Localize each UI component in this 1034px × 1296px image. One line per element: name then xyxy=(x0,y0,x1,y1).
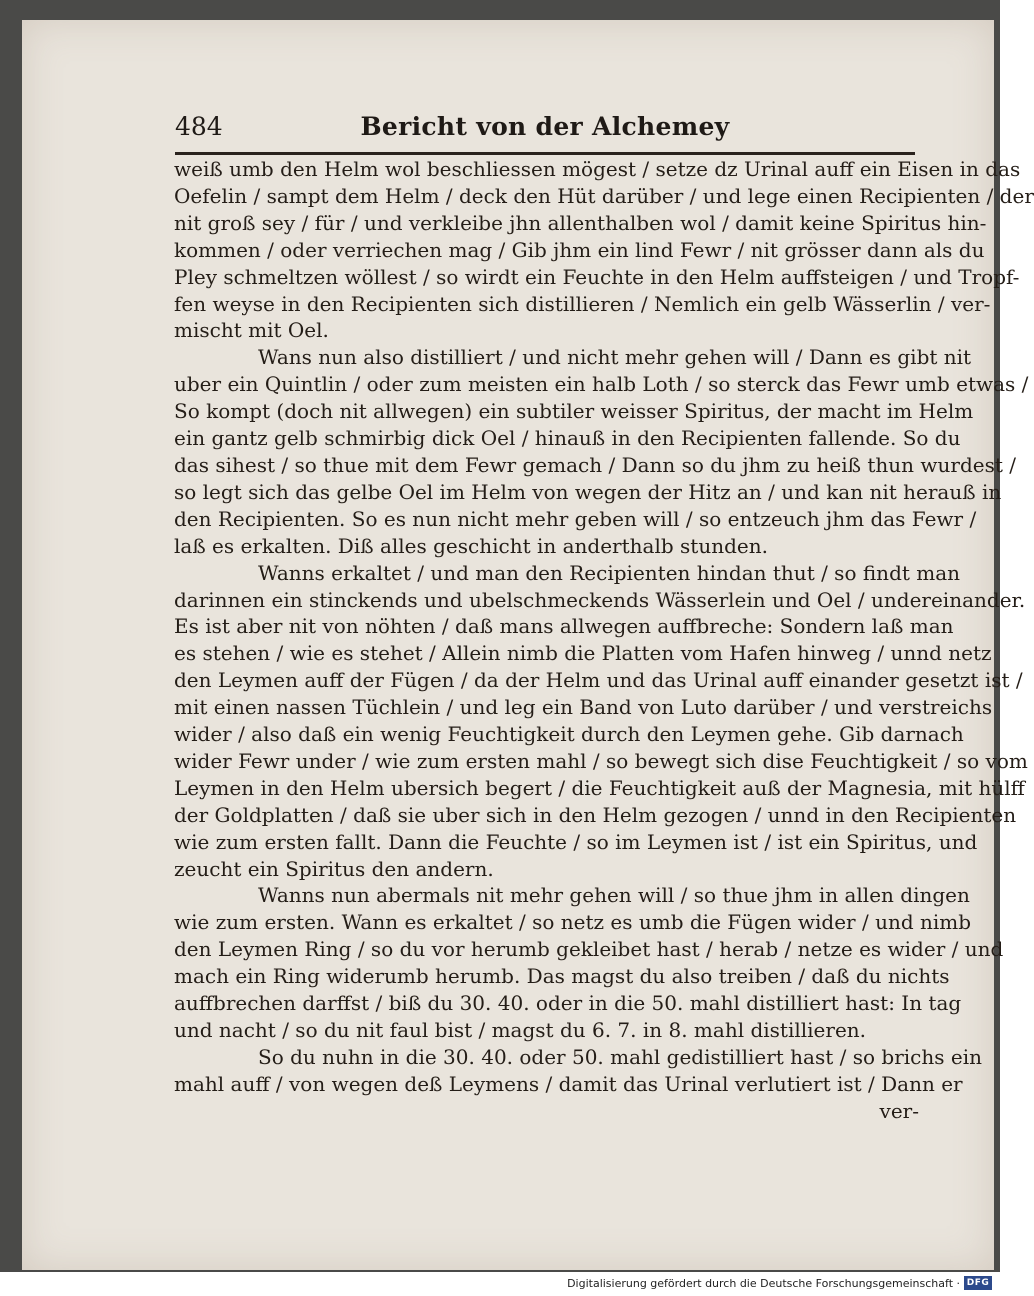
text-line: Leymen in den Helm ubersich begert / die Feuchtigkeit auß der Magnesia, mit hülff xyxy=(174,775,1025,800)
text-line: so legt sich das gelbe Oel im Helm von wegen der Hitz an / und kan nit herauß in xyxy=(174,479,1002,504)
text-line: und nacht / so du nit faul bist / magst du 6. 7. in 8. mahl distillieren. xyxy=(174,1018,867,1042)
text-line: laß es erkalten. Diß alles geschicht in anderthalb stunden. xyxy=(174,533,768,558)
text-line: mit einen nassen Tüchlein / und leg ein Band von Luto darüber / und verstreichs xyxy=(174,695,993,720)
text-line: zeucht ein Spiritus den andern. xyxy=(174,856,494,881)
text-line: das sihest / so thue mit dem Fewr gemach / Dann so du jhm zu heiß thun wurdest / xyxy=(174,452,1016,477)
text-line: wider Fewr under / wie zum ersten mahl / so bewegt sich dise Feuchtigkeit / so vom xyxy=(174,748,1028,773)
text-line: Es ist aber nit von nöhten / daß mans allwegen auffbreche: Sondern laß man xyxy=(174,614,954,639)
text-line: kommen / oder verriechen mag / Gib jhm ein lind Fewr / nit grösser dann als du xyxy=(174,237,985,262)
text-line: fen weyse in den Recipienten sich distillieren / Nemlich ein gelb Wässerlin / ver- xyxy=(174,291,991,316)
text-line: Oefelin / sampt dem Helm / deck den Hüt darüber / und lege einen Recipienten / der xyxy=(174,183,1034,208)
text-line: nit groß sey / für / und verkleibe jhn allenthalben wol / damit keine Spiritus hin- xyxy=(174,210,987,235)
text-line: So du nuhn in die 30. 40. oder 50. mahl gedistilliert hast / so brichs ein xyxy=(258,1044,982,1069)
text-line: es stehen / wie es stehet / Allein nimb die Platten vom Hafen hinweg / unnd netz xyxy=(174,641,992,666)
text-line: Wanns erkaltet / und man den Recipienten hindan thut / so findt man xyxy=(258,560,961,585)
text-line: Wans nun also distilliert / und nicht mehr gehen will / Dann es gibt nit xyxy=(258,345,972,370)
text-line: weiß umb den Helm wol beschliessen mögest / setze dz Urinal auff ein Eisen in das xyxy=(174,157,1021,181)
header-rule xyxy=(175,152,915,155)
catchword: ver- xyxy=(879,1098,919,1123)
text-line: Wanns nun abermals nit mehr gehen will / so thue jhm in allen dingen xyxy=(258,883,970,908)
text-line: mischt mit Oel. xyxy=(174,318,329,343)
text-line: uber ein Quintlin / oder zum meisten ein halb Loth / so sterck das Fewr umb etwas / xyxy=(174,372,1029,397)
text-line: mahl auff / von wegen deß Leymens / damit das Urinal verlutiert ist / Dann er xyxy=(174,1071,963,1096)
running-title: Bericht von der Alchemey xyxy=(360,112,730,141)
text-line: Pley schmeltzen wöllest / so wirdt ein Feuchte in den Helm auffsteigen / und Tropf- xyxy=(174,264,1020,289)
text-line: darinnen ein stinckends und ubelschmeckends Wässerlein und Oel / undereinander. xyxy=(174,587,1026,612)
text-line: wie zum ersten fallt. Dann die Feuchte / so im Leymen ist / ist ein Spiritus, und xyxy=(174,829,978,854)
text-line: mach ein Ring widerumb herumb. Das magst du also treiben / daß du nichts xyxy=(174,964,950,989)
text-line: wie zum ersten. Wann es erkaltet / so netz es umb die Fügen wider / und nimb xyxy=(174,910,972,935)
funding-credit: Digitalisierung gefördert durch die Deutsche Forschungsgemeinschaft · xyxy=(567,1277,960,1290)
footer-bar xyxy=(0,1272,1000,1296)
dfg-logo: DFG xyxy=(964,1276,992,1290)
text-line: So kompt (doch nit allwegen) ein subtiler weisser Spiritus, der macht im Helm xyxy=(174,399,974,424)
text-line: den Leymen Ring / so du vor herumb gekleibet hast / herab / netze es wider / und xyxy=(174,937,1004,962)
page-header xyxy=(175,112,915,150)
text-line: auffbrechen darffst / biß du 30. 40. oder in die 50. mahl distilliert hast: In tag xyxy=(174,991,962,1016)
text-line: den Leymen auff der Fügen / da der Helm und das Urinal auff einander gesetzt ist / xyxy=(174,668,1023,693)
text-line: der Goldplatten / daß sie uber sich in den Helm gezogen / unnd in den Recipienten xyxy=(174,802,1017,827)
body-text xyxy=(174,156,1034,1125)
page-number: 484 xyxy=(175,112,223,141)
text-line: ein gantz gelb schmirbig dick Oel / hinauß in den Recipienten fallende. So du xyxy=(174,426,961,451)
text-line: wider / also daß ein wenig Feuchtigkeit durch den Leymen gehe. Gib darnach xyxy=(174,722,964,747)
text-line: den Recipienten. So es nun nicht mehr geben will / so entzeuch jhm das Fewr / xyxy=(174,506,977,531)
